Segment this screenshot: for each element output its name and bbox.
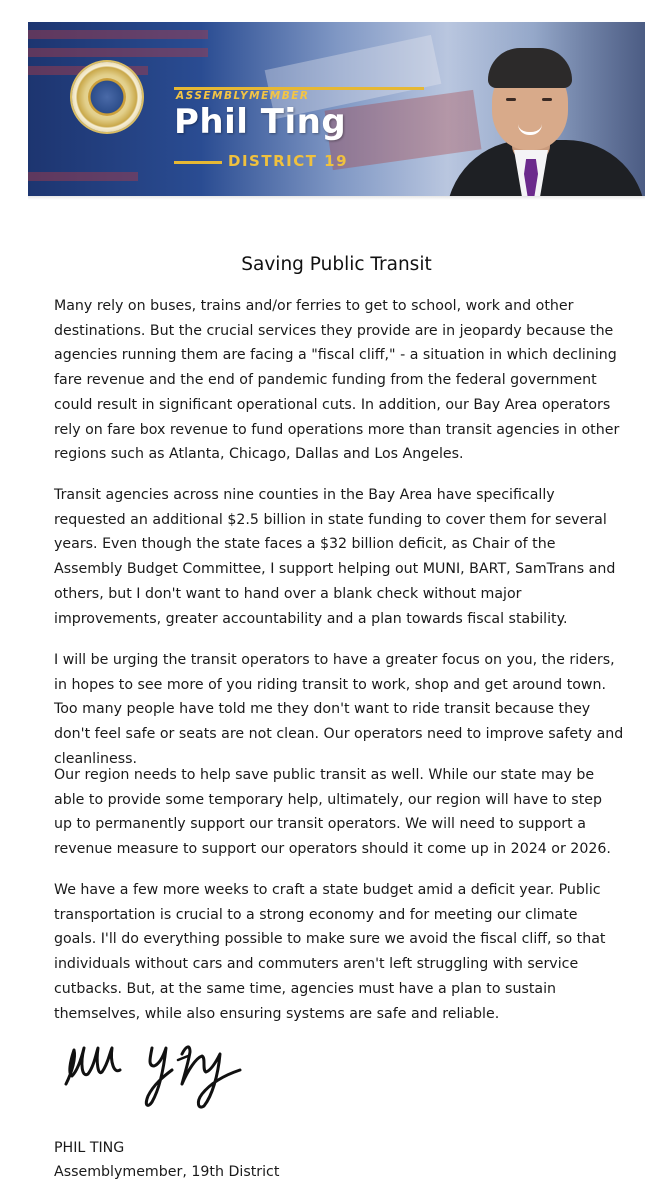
portrait-eye <box>542 98 552 101</box>
signatory-name: PHIL TING <box>54 1140 125 1156</box>
page-title: Saving Public Transit <box>241 254 432 275</box>
gold-rule <box>174 161 222 164</box>
header-banner <box>28 22 645 196</box>
body-paragraph: Transit agencies across nine counties in the Bay Area have specifically requested an additional $2.5 billion in state funding to cover them for several years. Even though the state faces a $32 billion deficit, as Chair of the Assembly Budget Committee, I support helping out MUNI, BART, SamTrans and others, but I don't want to hand over a blank check without major improvements, greater accountability and a plan towards fiscal stability. <box>54 487 616 627</box>
header-overline: ASSEMBLYMEMBER <box>176 90 310 102</box>
header-name: Phil Ting <box>174 102 347 142</box>
flag-stripe <box>28 172 138 181</box>
handwritten-signature-icon <box>60 1036 250 1112</box>
california-state-seal-icon <box>72 62 142 132</box>
flag-stripe <box>28 48 208 57</box>
body-paragraph: Many rely on buses, trains and/or ferries to get to school, work and other destinations. But the crucial services they provide are in jeopardy because the agencies running them are facing a "fiscal cliff," - a situation in which declining fare revenue and the end of pandemic funding from the federal government could result in significant operational cuts. In addition, our Bay Area operators rely on fare box revenue to fund operations more than transit agencies in other regions such as Atlanta, Chicago, Dallas and Los Angeles. <box>54 298 620 463</box>
portrait-hair <box>488 48 572 88</box>
body-paragraph: We have a few more weeks to craft a state budget amid a deficit year. Public transportation is crucial to a strong economy and for meeting our climate goals. I'll do everything possible to make sure we avoid the fiscal cliff, so that individuals without cars and commuters aren't left struggling with service cutbacks. But, at the same time, agencies must have a plan to sustain themselves, while also ensuring systems are safe and reliable. <box>54 882 606 1022</box>
portrait-eye <box>506 98 516 101</box>
body-paragraph: Our region needs to help save public transit as well. While our state may be able to provide some temporary help, ultimately, our region will have to step up to permanently support our transit operators. We will need to support a revenue measure to support our operators should it come up in 2024 or 2026. <box>54 767 611 858</box>
seal-center <box>88 78 126 116</box>
flag-stripe <box>28 30 208 39</box>
signatory-title: Assemblymember, 19th District <box>54 1164 280 1180</box>
header-district: DISTRICT 19 <box>228 152 349 170</box>
body-paragraph: I will be urging the transit operators to have a greater focus on you, the riders, in hopes to see more of you riding transit to work, shop and get around town. Too many people have told me they don't want to ride transit because they don't feel safe or seats are not clean. Our operators need to improve safety and cleanliness. <box>54 652 624 767</box>
banner-shadow <box>28 196 645 200</box>
